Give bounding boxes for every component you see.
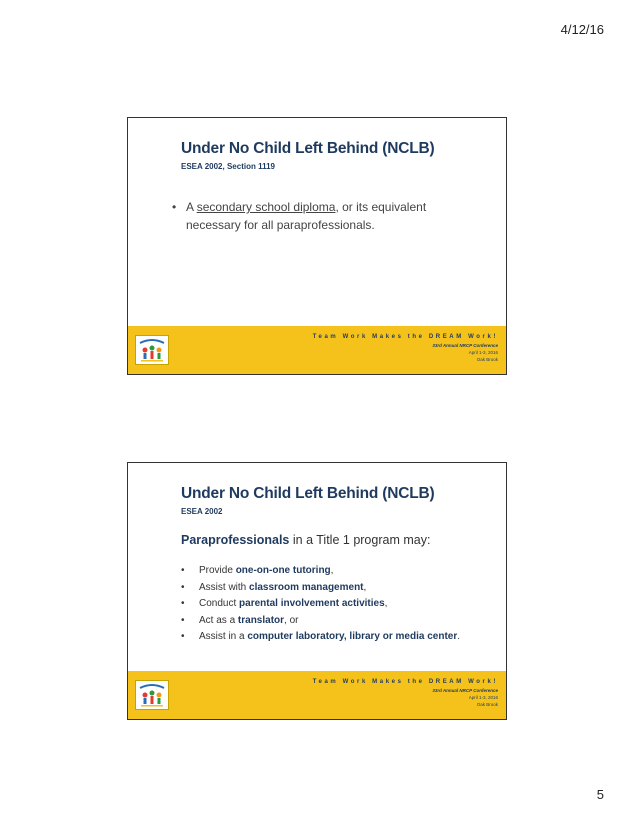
list-item (181, 580, 460, 597)
footer-location: Oak Brook (476, 702, 498, 707)
item-pre: Assist with (199, 581, 250, 593)
list-item (181, 596, 460, 613)
slide-lead (181, 533, 430, 547)
footer-tagline: Team Work Makes the DREAM Work! (312, 679, 498, 685)
bullet-text (172, 198, 482, 234)
conference-logo-icon (135, 335, 169, 365)
item-bold: parental involvement activities (239, 598, 385, 609)
slide-title: Under No Child Left Behind (NCLB) (181, 485, 435, 502)
lead-bold: Paraprofessionals (181, 533, 290, 547)
list-item (181, 629, 460, 646)
conference-logo-icon (135, 680, 169, 710)
item-bold: translator (237, 614, 285, 626)
item-pre: Provide (199, 565, 236, 576)
bullet-suffix: , or its equivalent necessary for all paraprofessionals. (186, 200, 427, 232)
slide-1 (127, 117, 507, 375)
slide-2 (127, 462, 507, 720)
bullet-list (181, 563, 460, 646)
slide-subtitle: ESEA 2002 (181, 507, 223, 516)
page-date: 4/12/16 (560, 22, 604, 37)
footer-dates: April 1-3, 2016 (468, 350, 498, 355)
bullet-item (172, 198, 482, 234)
bullet-prefix: A (186, 200, 197, 214)
slide-title: Under No Child Left Behind (NCLB) (181, 140, 435, 157)
item-bold: classroom management (249, 581, 364, 593)
list-item (181, 563, 460, 580)
footer-conference: 33rd Annual NRCP Conference (432, 688, 498, 693)
item-post: , (384, 598, 388, 609)
item-pre: Conduct (199, 598, 240, 609)
footer-conference: 33rd Annual NRCP Conference (432, 343, 498, 348)
bullet-underlined: secondary school diploma (196, 200, 336, 214)
list-item (181, 613, 460, 630)
footer-dates: April 1-3, 2016 (468, 695, 498, 700)
slide-footer (128, 326, 506, 374)
item-pre: Act as a (199, 614, 238, 626)
footer-tagline: Team Work Makes the DREAM Work! (312, 334, 498, 340)
slide-footer (128, 671, 506, 719)
footer-location: Oak Brook (476, 357, 498, 362)
lead-rest: in a Title 1 program may: (289, 533, 431, 547)
item-post: , (363, 581, 367, 593)
item-post: . (457, 631, 461, 642)
item-pre: Assist in a (199, 631, 248, 642)
page-number: 5 (596, 787, 604, 802)
slide-subtitle: ESEA 2002, Section 1119 (181, 162, 275, 171)
item-bold: one-on-one tutoring (235, 565, 331, 576)
item-bold: computer laboratory, library or media center (247, 631, 458, 642)
item-post: , (330, 565, 334, 576)
bullet-marker: • (172, 200, 177, 214)
item-post: , or (284, 614, 299, 626)
